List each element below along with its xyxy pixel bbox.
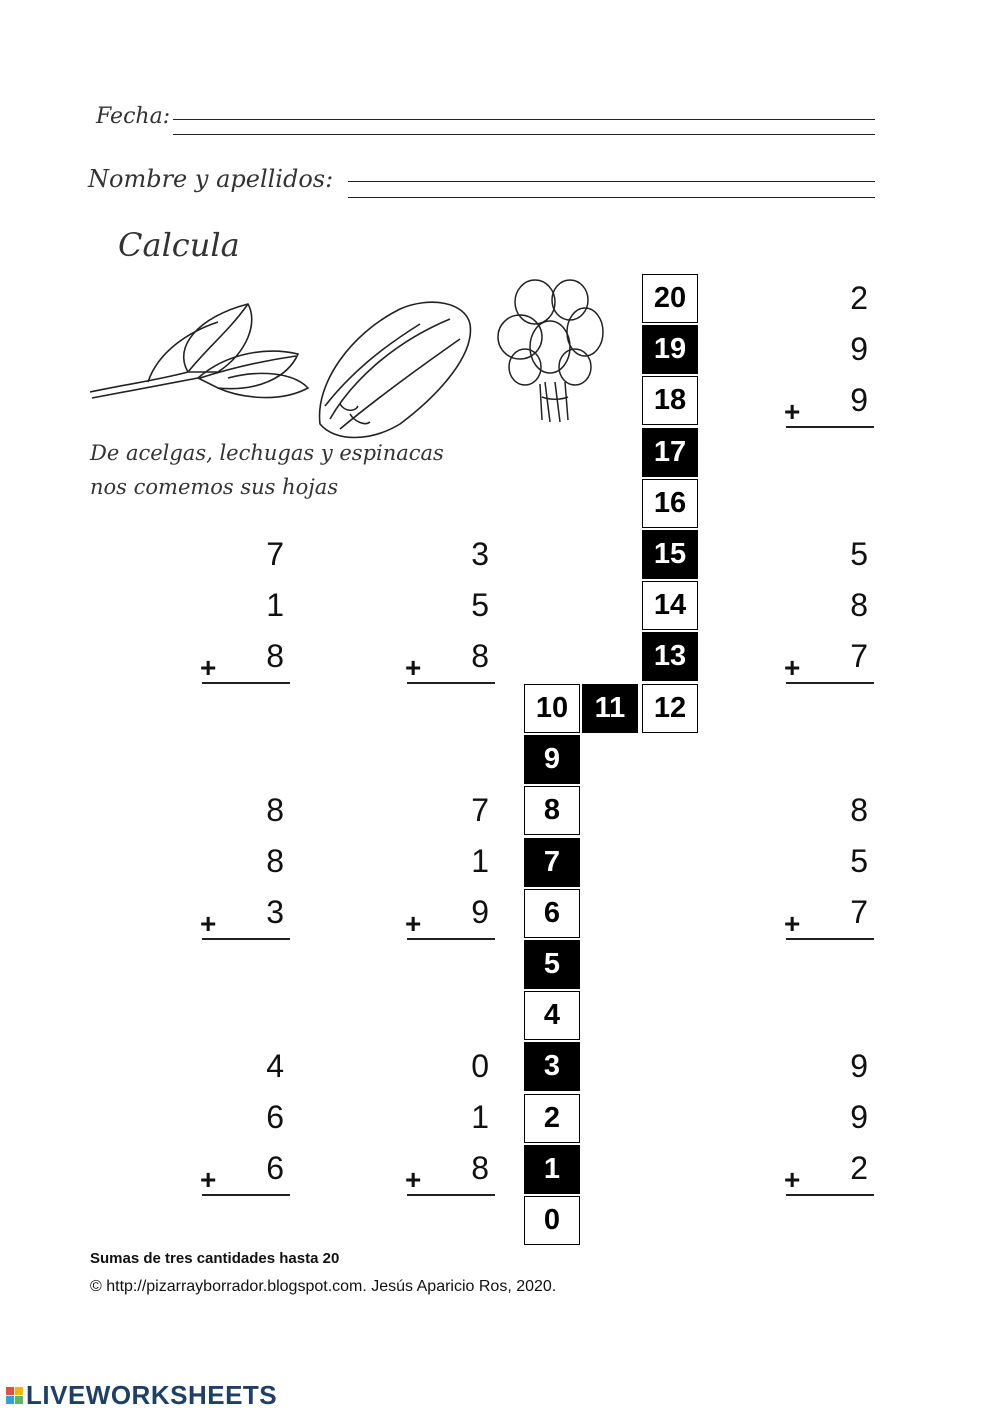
sum-underline <box>202 1194 290 1196</box>
path-cell: 14 <box>642 581 698 630</box>
spinach-icon <box>490 272 610 434</box>
addend-c: 7 <box>850 894 868 930</box>
addend-b: 5 <box>850 843 868 879</box>
brand-mark-icon <box>6 1387 23 1404</box>
path-cell: 6 <box>524 889 580 938</box>
addend-c: 7 <box>850 638 868 674</box>
illustration-caption <box>90 436 444 504</box>
sum-underline <box>407 938 495 940</box>
name-label: Nombre y apellidos: <box>88 165 334 193</box>
addend-a: 5 <box>850 536 868 572</box>
path-cell: 10 <box>524 684 580 733</box>
path-cell: 4 <box>524 991 580 1040</box>
addend-a: 2 <box>850 280 868 316</box>
addend-c: 8 <box>471 638 489 674</box>
plus-sign: + <box>784 1164 801 1195</box>
sum-underline <box>786 682 874 684</box>
addend-b: 8 <box>850 587 868 623</box>
caption-line-2: nos comemos sus hojas <box>90 475 339 499</box>
path-cell: 3 <box>524 1042 580 1091</box>
path-cell: 5 <box>524 940 580 989</box>
addend-a: 7 <box>266 536 284 572</box>
path-cell: 7 <box>524 838 580 887</box>
sum-underline <box>407 1194 495 1196</box>
addend-a: 8 <box>266 792 284 828</box>
plus-sign: + <box>200 1164 217 1195</box>
addend-b: 1 <box>471 1099 489 1135</box>
path-cell: 16 <box>642 479 698 528</box>
addend-b: 1 <box>471 843 489 879</box>
date-line-top <box>173 119 875 120</box>
instruction-title: Calcula <box>118 226 240 264</box>
addend-b: 9 <box>850 331 868 367</box>
path-cell: 20 <box>642 274 698 323</box>
sum-underline <box>202 938 290 940</box>
path-cell: 19 <box>642 325 698 374</box>
caption-line-1: De acelgas, lechugas y espinacas <box>90 441 444 465</box>
plus-sign: + <box>405 652 422 683</box>
lettuce-icon <box>310 294 480 444</box>
path-cell: 11 <box>582 684 638 733</box>
sum-underline <box>786 1194 874 1196</box>
path-cell: 18 <box>642 376 698 425</box>
path-cell: 2 <box>524 1094 580 1143</box>
path-cell: 0 <box>524 1196 580 1245</box>
addend-b: 1 <box>266 587 284 623</box>
path-cell: 12 <box>642 684 698 733</box>
path-cell: 1 <box>524 1145 580 1194</box>
sum-underline <box>786 426 874 428</box>
plus-sign: + <box>784 652 801 683</box>
plus-sign: + <box>405 908 422 939</box>
addend-c: 9 <box>471 894 489 930</box>
name-line-top <box>348 181 875 182</box>
addend-a: 9 <box>850 1048 868 1084</box>
chard-icon <box>88 292 313 414</box>
sum-underline <box>786 938 874 940</box>
date-label: Fecha: <box>96 104 171 129</box>
plus-sign: + <box>784 908 801 939</box>
plus-sign: + <box>200 652 217 683</box>
addend-c: 8 <box>266 638 284 674</box>
addend-b: 6 <box>266 1099 284 1135</box>
addend-c: 3 <box>266 894 284 930</box>
addend-b: 5 <box>471 587 489 623</box>
sum-underline <box>202 682 290 684</box>
plus-sign: + <box>405 1164 422 1195</box>
sum-underline <box>407 682 495 684</box>
addend-a: 8 <box>850 792 868 828</box>
addend-c: 2 <box>850 1150 868 1186</box>
addend-c: 8 <box>471 1150 489 1186</box>
addend-a: 7 <box>471 792 489 828</box>
addend-a: 3 <box>471 536 489 572</box>
addend-c: 6 <box>266 1150 284 1186</box>
path-cell: 13 <box>642 632 698 681</box>
path-cell: 9 <box>524 735 580 784</box>
footer-copyright: © http://pizarrayborrador.blogspot.com. Jesús Aparicio Ros, 2020. <box>90 1278 557 1295</box>
plus-sign: + <box>200 908 217 939</box>
addend-a: 4 <box>266 1048 284 1084</box>
addend-b: 8 <box>266 843 284 879</box>
addend-b: 9 <box>850 1099 868 1135</box>
date-line-bottom <box>173 134 875 135</box>
addend-c: 9 <box>850 382 868 418</box>
plus-sign: + <box>784 396 801 427</box>
brand-logo[interactable] <box>6 1380 277 1411</box>
name-line-bottom <box>348 197 875 198</box>
addend-a: 0 <box>471 1048 489 1084</box>
brand-name: LIVEWORKSHEETS <box>26 1380 278 1410</box>
path-cell: 17 <box>642 428 698 477</box>
footer-title: Sumas de tres cantidades hasta 20 <box>90 1250 340 1267</box>
path-cell: 8 <box>524 786 580 835</box>
path-cell: 15 <box>642 530 698 579</box>
